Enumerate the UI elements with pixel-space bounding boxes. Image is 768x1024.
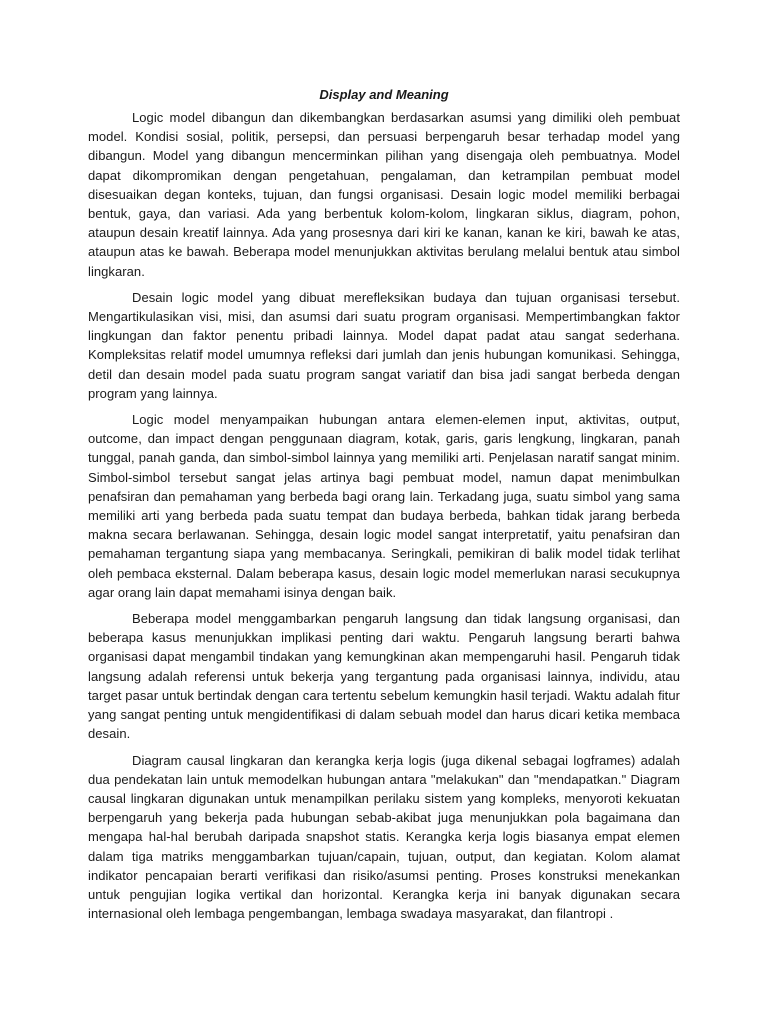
paragraph-4: Beberapa model menggambarkan pengaruh langsung dan tidak langsung organisasi, dan beberapa kasus menunjukkan implikasi penting dari waktu. Pengaruh langsung berarti bahwa organisasi dapat mengambil tindakan yang kemungkinan akan mempengaruhi hasil. Pengaruh tidak langsung adalah referensi untuk bekerja yang tergantung pada organisasi lainnya, individu, atau target pasar untuk bertindak dengan cara tertentu sebelum kemungkin hasil terjadi. Waktu adalah fitur yang sangat penting untuk mengidentifikasi di dalam sebuah model dan harus dicari ketika membaca desain. [88,611,680,742]
paragraph-5: Diagram causal lingkaran dan kerangka kerja logis (juga dikenal sebagai logframes) adalah dua pendekatan lain untuk memodelkan hubungan antara "melakukan" dan "mendapatkan." Diagram causal lingkaran digunakan untuk menampilkan perilaku sistem yang kompleks, menyoroti kekuatan berpengaruh yang bekerja pada hubungan sebab-akibat juga menunjukkan pola bagaimana dan mengapa hal-hal berubah daripada snapshot statis. Kerangka kerja logis biasanya empat elemen dalam tiga matriks menggambarkan tujuan/capain, tujuan, output, dan kegiatan. Kolom alamat indikator pencapaian berarti verifikasi dan risiko/asumsi penting. Proses konstruksi menekankan untuk pengujian logika vertikal dan horizontal. Kerangka kerja ini banyak digunakan secara internasional oleh lembaga pengembangan, lembaga swadaya masyarakat, dan filantropi . [88,752,680,922]
document-title: Display and Meaning [319,87,449,102]
paragraph-1: Logic model dibangun dan dikembangkan berdasarkan asumsi yang dimiliki oleh pembuat model. Kondisi sosial, politik, persepsi, dan persuasi berpengaruh besar terhadap model yang dibangun. Model yang dibangun mencerminkan pilihan yang disengaja oleh pembuatnya. Model dapat dikompromikan dengan pengetahuan, pengalaman, dan ketrampilan pembuat model disesuaikan degan konteks, tujuan, dan fungsi organisasi. Desain logic model memiliki berbagai bentuk, gaya, dan variasi. Ada yang berbentuk kolom-kolom, lingkaran siklus, diagram, pohon, ataupun desain kreatif lainnya. Ada yang prosesnya dari kiri ke kanan, kanan ke kiri, bawah ke atas, ataupun atas ke bawah. Beberapa model menunjukkan aktivitas berulang melalui bentuk atau simbol lingkaran. [88,110,680,279]
document-page [88,86,680,930]
paragraph-3: Logic model menyampaikan hubungan antara elemen-elemen input, aktivitas, output, outcome, dan impact dengan penggunaan diagram, kotak, garis, garis lengkung, lingkaran, panah tunggal, panah ganda, dan simbol-simbol lainnya yang memiliki arti. Penjelasan naratif sangat minim. Simbol-simbol tersebut sangat jelas artinya bagi pembuat model, namun dapat menimbulkan penafsiran dan pemahaman yang berbeda bagi orang lain. Terkadang juga, suatu simbol yang sama memiliki arti yang berbeda pada suatu tempat dan budaya berbeda, bahkan tidak jarang berbeda makna secara berlawanan. Sehingga, desain logic model sangat interpretatif, yaitu penafsiran dan pemahaman tergantung siapa yang membacanya. Seringkali, pemikiran di balik model tidak terlihat oleh pembaca eksternal. Dalam beberapa kasus, desain logic model memerlukan narasi secukupnya agar orang lain dapat memahami isinya dengan baik. [88,412,680,600]
paragraph-2: Desain logic model yang dibuat merefleksikan budaya dan tujuan organisasi tersebut. Mengartikulasikan visi, misi, dan asumsi dari suatu program organisasi. Mempertimbangkan faktor lingkungan dan faktor penentu pribadi lainnya. Model dapat padat atau sangat sederhana. Kompleksitas relatif model umumnya refleksi dari jumlah dan jenis hubungan komunikasi. Sehingga, detil dan desain model pada suatu program sangat variatif dan bisa jadi sangat berbeda dengan program yang lainnya. [88,289,680,401]
